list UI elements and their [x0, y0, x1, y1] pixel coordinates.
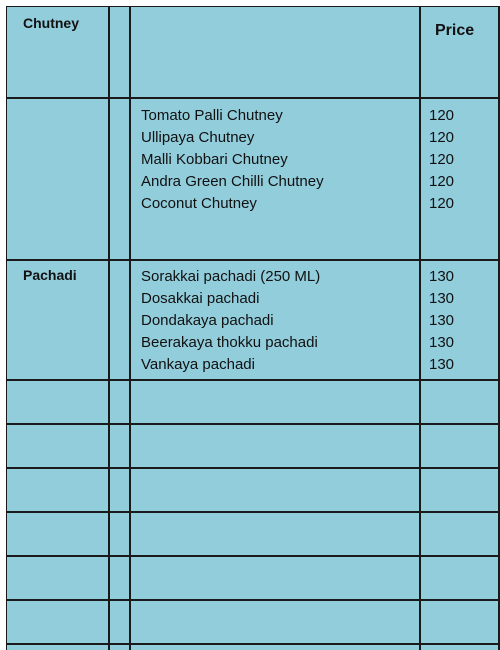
menu-item-name: Andra Green Chilli Chutney [141, 173, 324, 190]
column-divider [419, 7, 421, 650]
row-divider [7, 97, 500, 99]
menu-item-price: 120 [429, 173, 455, 190]
category-heading-chutney: Chutney [23, 15, 79, 31]
menu-item-price: 130 [429, 268, 455, 285]
pachadi-price-list [429, 266, 454, 376]
row-divider [7, 555, 500, 557]
chutney-price-list [429, 105, 454, 215]
row-divider [7, 511, 500, 513]
menu-item-price: 120 [429, 129, 455, 146]
menu-item-price: 120 [429, 151, 455, 168]
price-column-heading: Price [435, 22, 475, 39]
row-divider [7, 423, 500, 425]
menu-item-price: 130 [429, 290, 455, 307]
menu-item-name: Sorakkai pachadi (250 ML) [141, 268, 321, 285]
pachadi-item-list [141, 266, 320, 376]
column-divider [108, 7, 110, 650]
column-divider [129, 7, 131, 650]
menu-item-name: Vankaya pachadi [141, 356, 255, 373]
row-divider [7, 467, 500, 469]
menu-item-price: 120 [429, 195, 455, 212]
column-divider [498, 7, 500, 650]
menu-item-name: Coconut Chutney [141, 195, 257, 212]
menu-item-name: Ullipaya Chutney [141, 129, 255, 146]
menu-item-price: 130 [429, 312, 455, 329]
menu-item-name: Tomato Palli Chutney [141, 107, 283, 124]
row-divider [7, 379, 500, 381]
row-divider [7, 259, 500, 261]
menu-item-name: Beerakaya thokku pachadi [141, 334, 318, 351]
row-divider [7, 643, 500, 645]
category-heading-pachadi: Pachadi [23, 267, 77, 283]
menu-table [6, 6, 500, 650]
menu-item-price: 130 [429, 356, 455, 373]
menu-item-name: Dosakkai pachadi [141, 290, 260, 307]
menu-item-price: 120 [429, 107, 455, 124]
menu-item-price: 130 [429, 334, 455, 351]
row-divider [7, 599, 500, 601]
menu-item-name: Dondakaya pachadi [141, 312, 274, 329]
chutney-item-list [141, 105, 324, 215]
menu-item-name: Malli Kobbari Chutney [141, 151, 288, 168]
